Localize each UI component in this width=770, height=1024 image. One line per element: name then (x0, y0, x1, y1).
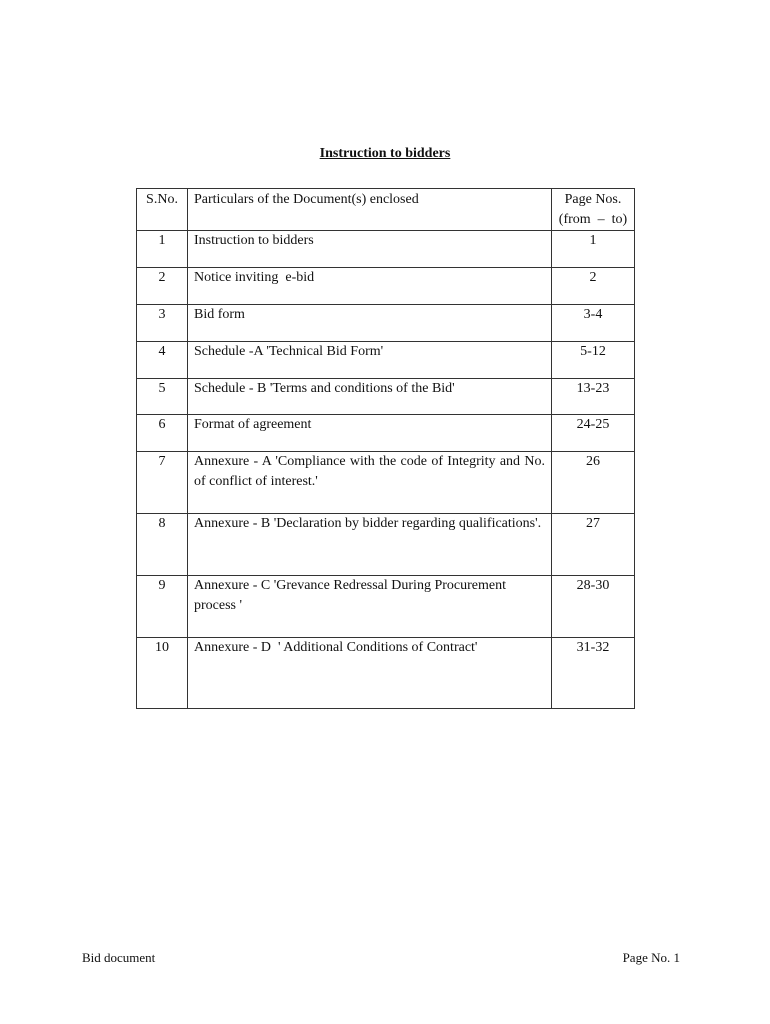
row-pages: 28-30 (552, 576, 635, 638)
row-pages: 2 (552, 268, 635, 305)
row-particulars: Annexure - C 'Grevance Redressal During Procurement process ' (188, 576, 552, 638)
row-particulars: Annexure - B 'Declaration by bidder regarding qualifications'. (188, 514, 552, 576)
row-sno: 6 (137, 415, 188, 452)
table-row (137, 514, 635, 576)
row-particulars: Bid form (188, 305, 552, 342)
table-row (137, 638, 635, 709)
footer-page-number: Page No. 1 (622, 950, 680, 965)
row-particulars: Instruction to bidders (188, 231, 552, 268)
table-header-row (137, 189, 635, 231)
header-sno: S.No. (137, 189, 188, 231)
header-particulars: Particulars of the Document(s) enclosed (188, 189, 552, 231)
row-sno: 10 (137, 638, 188, 709)
table-row (137, 268, 635, 305)
row-sno: 1 (137, 231, 188, 268)
row-sno: 4 (137, 342, 188, 379)
row-sno: 3 (137, 305, 188, 342)
table-row (137, 379, 635, 415)
row-pages: 1 (552, 231, 635, 268)
row-particulars: Schedule -A 'Technical Bid Form' (188, 342, 552, 379)
row-pages: 24-25 (552, 415, 635, 452)
row-particulars: Annexure - D ' Additional Conditions of Contract' (188, 638, 552, 709)
row-sno: 8 (137, 514, 188, 576)
table-row (137, 452, 635, 514)
table-row (137, 305, 635, 342)
table-row (137, 231, 635, 268)
row-pages: 26 (552, 452, 635, 514)
row-particulars: Schedule - B 'Terms and conditions of the Bid' (188, 379, 552, 415)
row-sno: 7 (137, 452, 188, 514)
row-pages: 31-32 (552, 638, 635, 709)
footer-document-label: Bid document (82, 950, 156, 965)
row-particulars: Notice inviting e-bid (188, 268, 552, 305)
header-pages-line2: (from – to) (558, 212, 628, 227)
table-row (137, 576, 635, 638)
row-sno: 9 (137, 576, 188, 638)
table-row (137, 415, 635, 452)
contents-table (136, 188, 635, 709)
header-pages-line1: Page Nos. (564, 192, 622, 207)
row-pages: 3-4 (552, 305, 635, 342)
row-sno: 5 (137, 379, 188, 415)
header-pages (552, 189, 635, 231)
row-particulars: Annexure - A 'Compliance with the code of Integrity and No. of conflict of interest.' (188, 452, 552, 514)
row-pages: 27 (552, 514, 635, 576)
page-title: Instruction to bidders (319, 146, 451, 161)
row-sno: 2 (137, 268, 188, 305)
row-pages: 13-23 (552, 379, 635, 415)
row-particulars: Format of agreement (188, 415, 552, 452)
row-pages: 5-12 (552, 342, 635, 379)
table-row (137, 342, 635, 379)
